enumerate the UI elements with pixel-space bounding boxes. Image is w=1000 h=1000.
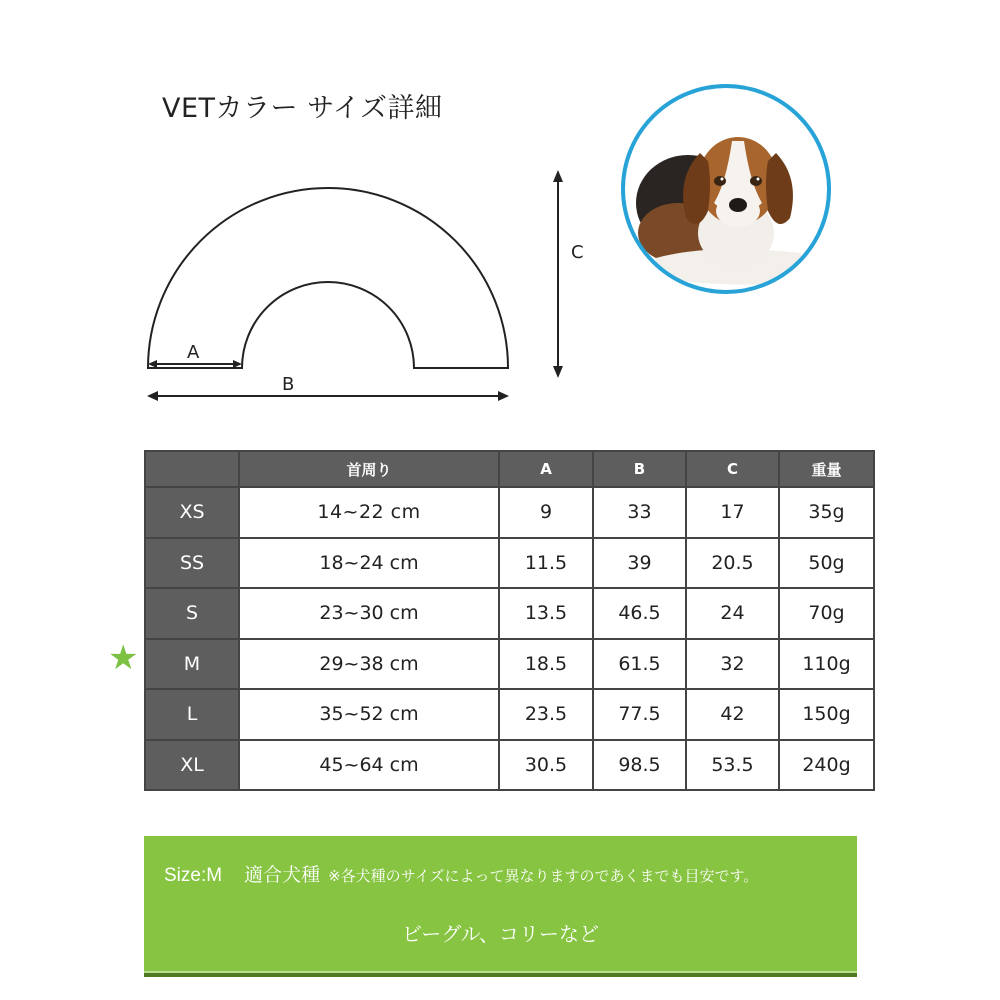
a-cell: 30.5 <box>499 740 593 791</box>
header-c: C <box>686 451 779 487</box>
c-cell: 20.5 <box>686 538 779 589</box>
header-neck: 首周り <box>239 451 499 487</box>
dimension-c-arrow <box>553 170 563 378</box>
header-weight: 重量 <box>779 451 874 487</box>
size-label: S <box>145 588 239 639</box>
collar-diagram <box>130 160 600 420</box>
c-cell: 42 <box>686 689 779 740</box>
table-header-row <box>145 451 874 487</box>
note-breeds: ビーグル、コリーなど <box>402 922 599 946</box>
note-caution: ※各犬種のサイズによって異なりますのであくまでも目安です。 <box>328 867 759 885</box>
dimension-b-arrow <box>147 391 509 401</box>
weight-cell: 70g <box>779 588 874 639</box>
neck-cell: 35~52 cm <box>239 689 499 740</box>
page-title: VETカラー サイズ詳細 <box>162 93 443 124</box>
table-row <box>145 588 874 639</box>
size-label: XL <box>145 740 239 791</box>
note-size: Size:M <box>164 865 223 886</box>
note-header <box>164 860 758 887</box>
a-cell: 23.5 <box>499 689 593 740</box>
a-cell: 11.5 <box>499 538 593 589</box>
size-label: SS <box>145 538 239 589</box>
a-cell: 9 <box>499 487 593 538</box>
c-cell: 24 <box>686 588 779 639</box>
size-label: M <box>145 639 239 690</box>
dimension-a-label: A <box>187 342 200 363</box>
note-label: 適合犬種 <box>244 864 321 886</box>
neck-cell: 29~38 cm <box>239 639 499 690</box>
neck-cell: 45~64 cm <box>239 740 499 791</box>
b-cell: 77.5 <box>593 689 686 740</box>
neck-cell: 23~30 cm <box>239 588 499 639</box>
b-cell: 46.5 <box>593 588 686 639</box>
star-icon: ★ <box>108 638 139 678</box>
b-cell: 33 <box>593 487 686 538</box>
table-row <box>145 487 874 538</box>
size-table <box>144 450 875 791</box>
c-cell: 53.5 <box>686 740 779 791</box>
a-cell: 13.5 <box>499 588 593 639</box>
b-cell: 39 <box>593 538 686 589</box>
table-row <box>145 639 874 690</box>
c-cell: 17 <box>686 487 779 538</box>
a-cell: 18.5 <box>499 639 593 690</box>
weight-cell: 110g <box>779 639 874 690</box>
beagle-photo <box>616 83 836 295</box>
size-label: L <box>145 689 239 740</box>
b-cell: 61.5 <box>593 639 686 690</box>
weight-cell: 35g <box>779 487 874 538</box>
neck-cell: 18~24 cm <box>239 538 499 589</box>
dimension-c-label: C <box>571 242 584 263</box>
weight-cell: 150g <box>779 689 874 740</box>
c-cell: 32 <box>686 639 779 690</box>
table-row <box>145 740 874 791</box>
dimension-b-label: B <box>282 374 295 395</box>
header-b: B <box>593 451 686 487</box>
header-a: A <box>499 451 593 487</box>
breed-note-box <box>144 836 857 977</box>
b-cell: 98.5 <box>593 740 686 791</box>
weight-cell: 240g <box>779 740 874 791</box>
table-row <box>145 538 874 589</box>
table-row <box>145 689 874 740</box>
header-corner <box>145 451 239 487</box>
size-label: XS <box>145 487 239 538</box>
weight-cell: 50g <box>779 538 874 589</box>
neck-cell: 14~22 cm <box>239 487 499 538</box>
collar-shape <box>148 188 508 368</box>
